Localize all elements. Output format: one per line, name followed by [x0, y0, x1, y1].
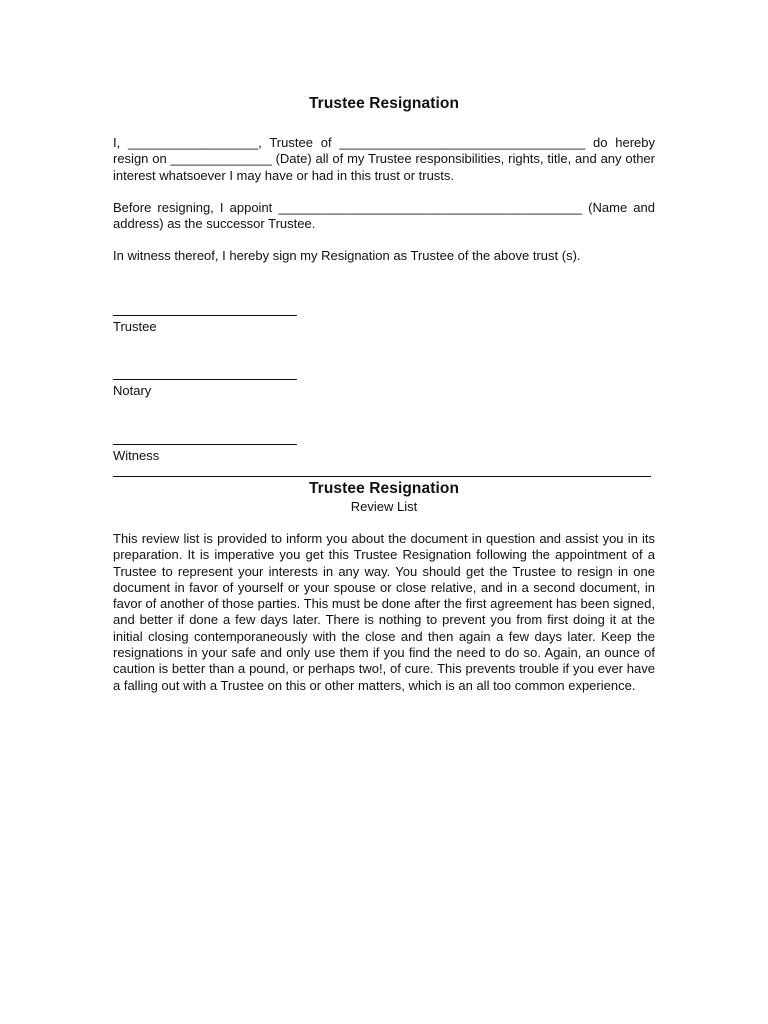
document-title: Trustee Resignation: [308, 95, 460, 112]
section-divider: [113, 476, 651, 477]
notary-signature-label: Notary: [113, 383, 152, 398]
witness-signature-label: Witness: [113, 448, 160, 463]
review-title: Trustee Resignation: [308, 480, 460, 497]
successor-paragraph: Before resigning, I appoint __________________________________________ (Name and address) as the successor Trustee.: [113, 200, 655, 232]
trustee-signature-line: [113, 315, 297, 316]
notary-signature-block: [113, 379, 313, 398]
witness-signature-block: [113, 444, 313, 463]
witness-paragraph: In witness thereof, I hereby sign my Resignation as Trustee of the above trust (s).: [113, 248, 581, 263]
review-subtitle: Review List: [350, 499, 418, 514]
resignation-paragraph: I, __________________, Trustee of __________________________________ do hereby resign on ______________ (Date) all of my Trustee responsibilities, rights, title, and any other interest whatsoever I may have or had in this trust or trusts.: [113, 135, 655, 183]
trustee-signature-label: Trustee: [113, 319, 157, 334]
review-body: This review list is provided to inform you about the document in question and assist you in its preparation. It is imperative you get this Trustee Resignation following the appointment of a Trustee to represent your interests in any way. You should get the Trustee to resign in one document in favor of yourself or your spouse or close relative, and in a second document, in favor of another of those parties. This must be done after the first agreement has been signed, and better if done a few days later. There is nothing to prevent you from first doing it at the initial closing contemporaneously with the close and then again a few days later. Keep the resignations in your safe and only use them if you find the need to do so. Again, an ounce of caution is better than a pound, or perhaps two!, of cure. This prevents trouble if you ever have a falling out with a Trustee on this or other matters, which is an all too common experience.: [113, 531, 655, 693]
trustee-signature-block: [113, 315, 313, 334]
witness-signature-line: [113, 444, 297, 445]
notary-signature-line: [113, 379, 297, 380]
